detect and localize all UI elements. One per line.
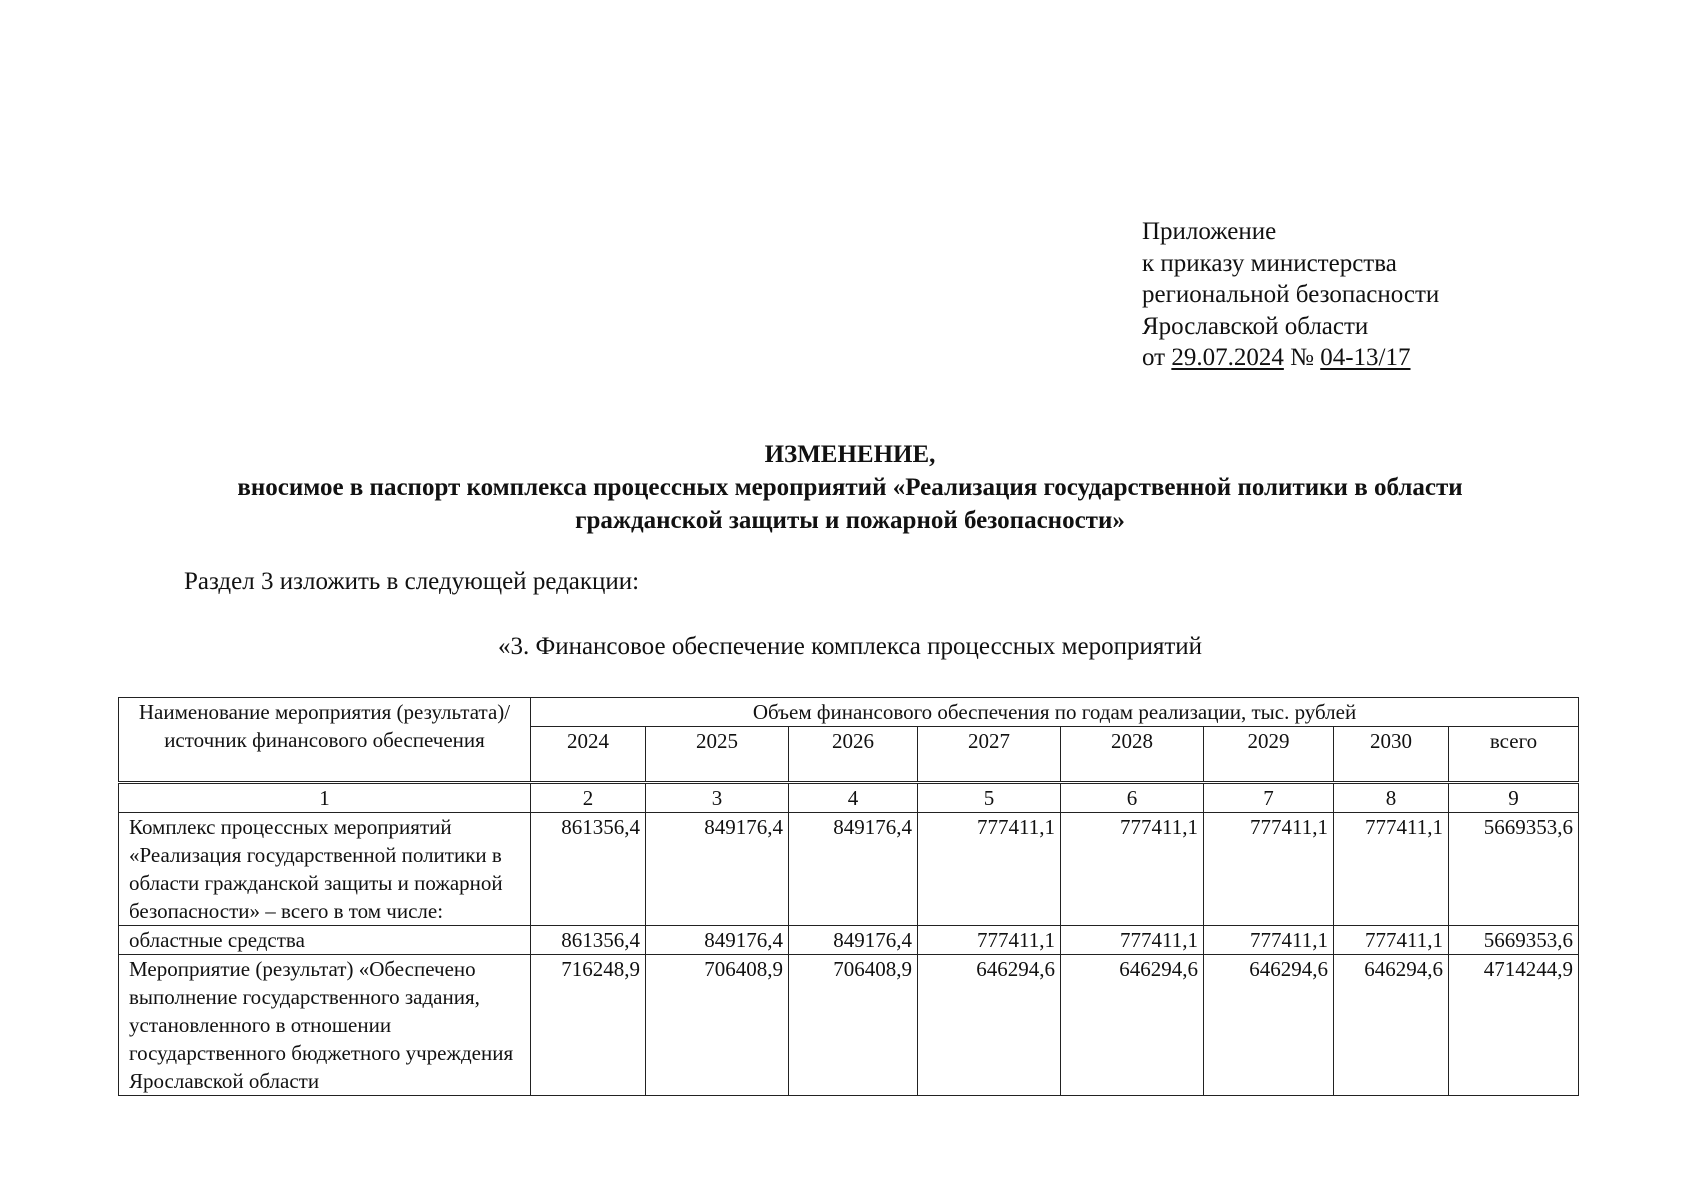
- value-cell: 646294,6: [1334, 955, 1449, 1096]
- financing-table-wrapper: [118, 697, 1578, 1096]
- value-cell: 861356,4: [531, 813, 646, 926]
- number-prefix: №: [1283, 344, 1321, 371]
- appendix-date-line: [1142, 342, 1439, 374]
- value-cell: 861356,4: [531, 926, 646, 955]
- year-header: 2030: [1334, 727, 1449, 783]
- appendix-line: к приказу министерства: [1142, 249, 1397, 277]
- year-header: 2025: [646, 727, 789, 783]
- name-column-header: Наименование мероприятия (результата)/ источник финансового обеспечения: [119, 698, 531, 783]
- year-header: 2024: [531, 727, 646, 783]
- order-number: 04-13/17: [1320, 344, 1411, 371]
- order-date: 29.07.2024: [1171, 344, 1284, 371]
- instruction-text: Раздел 3 изложить в следующей редакции:: [184, 568, 640, 595]
- value-cell: 849176,4: [789, 926, 918, 955]
- value-cell: 706408,9: [789, 955, 918, 1096]
- row-name: областные средства: [119, 926, 531, 955]
- value-cell: 716248,9: [531, 955, 646, 1096]
- value-cell: 777411,1: [1334, 926, 1449, 955]
- appendix-line: региональной безопасности: [1142, 281, 1440, 308]
- total-cell: 5669353,6: [1449, 926, 1579, 955]
- index-cell: 4: [789, 783, 918, 813]
- index-cell: 8: [1334, 783, 1449, 813]
- total-cell: 4714244,9: [1449, 955, 1579, 1096]
- total-cell: 5669353,6: [1449, 813, 1579, 926]
- index-cell: 2: [531, 783, 646, 813]
- year-header: 2029: [1204, 727, 1334, 783]
- value-cell: 777411,1: [1061, 813, 1204, 926]
- index-cell: 5: [918, 783, 1061, 813]
- document-title: [120, 438, 1580, 537]
- appendix-line: Ярославской области: [1142, 312, 1369, 340]
- year-header: 2026: [789, 727, 918, 783]
- value-cell: 777411,1: [1061, 926, 1204, 955]
- value-cell: 706408,9: [646, 955, 789, 1096]
- header-row-1: [119, 698, 1579, 727]
- table-row: [119, 926, 1579, 955]
- year-header: 2027: [918, 727, 1061, 783]
- value-cell: 777411,1: [918, 813, 1061, 926]
- value-cell: 777411,1: [1204, 813, 1334, 926]
- title-line-1: вносимое в паспорт комплекса процессных мероприятий «Реализация государственной политики в области: [237, 474, 1463, 501]
- index-cell: 3: [646, 783, 789, 813]
- value-cell: 777411,1: [1334, 813, 1449, 926]
- value-cell: 646294,6: [1061, 955, 1204, 1096]
- index-cell: 6: [1061, 783, 1204, 813]
- table-row: [119, 955, 1579, 1096]
- value-cell: 849176,4: [789, 813, 918, 926]
- title-heading: ИЗМЕНЕНИЕ,: [764, 441, 936, 468]
- value-cell: 646294,6: [918, 955, 1061, 1096]
- title-line-2: гражданской защиты и пожарной безопасности»: [575, 507, 1125, 534]
- date-prefix: от: [1142, 344, 1172, 371]
- year-header: 2028: [1061, 727, 1204, 783]
- appendix-line: Приложение: [1142, 218, 1277, 245]
- index-cell: 9: [1449, 783, 1579, 813]
- appendix-block: [1142, 216, 1439, 374]
- index-cell: 1: [119, 783, 531, 813]
- value-cell: 777411,1: [1204, 926, 1334, 955]
- table-row: [119, 813, 1579, 926]
- value-cell: 646294,6: [1204, 955, 1334, 1096]
- row-name: Комплекс процессных мероприятий «Реализация государственной политики в области гражданской защиты и пожарной безопасности» – всего в том числе:: [119, 813, 531, 926]
- value-cell: 849176,4: [646, 813, 789, 926]
- volume-header: Объем финансового обеспечения по годам реализации, тыс. рублей: [531, 698, 1579, 727]
- index-cell: 7: [1204, 783, 1334, 813]
- index-row: [119, 783, 1579, 813]
- row-name: Мероприятие (результат) «Обеспечено выполнение государственного задания, установленного в отношении государственного бюджетного учреждения Ярославской области: [119, 955, 531, 1096]
- value-cell: 849176,4: [646, 926, 789, 955]
- financing-table: [118, 697, 1579, 1096]
- value-cell: 777411,1: [918, 926, 1061, 955]
- section-title: «3. Финансовое обеспечение комплекса процессных мероприятий: [497, 633, 1203, 660]
- total-header: всего: [1449, 727, 1579, 783]
